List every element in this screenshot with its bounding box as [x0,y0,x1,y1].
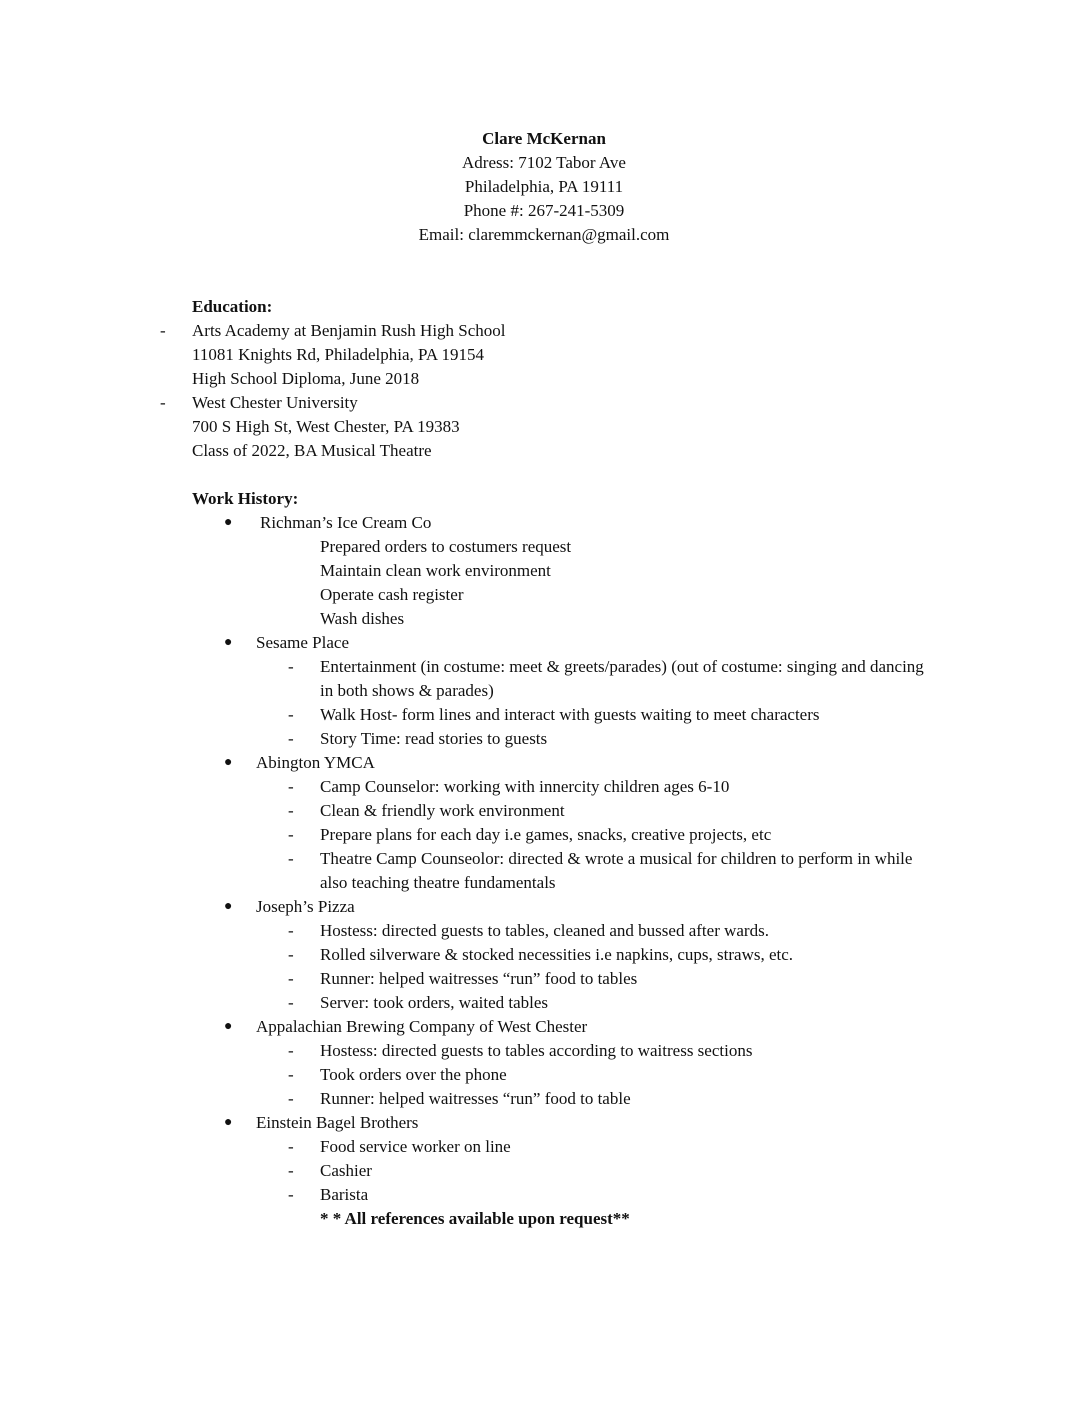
candidate-name: Clare McKernan [482,129,606,148]
dash-marker: - [288,969,294,988]
job-duty: Prepared orders to costumers request [320,537,572,556]
school-detail: Class of 2022, BA Musical Theatre [192,441,432,460]
education-heading: Education: [192,297,273,316]
job-duty: Prepare plans for each day i.e games, snacks, creative projects, etc [320,825,772,844]
job-duty: Cashier [320,1161,372,1180]
school-name: Arts Academy at Benjamin Rush High School [192,321,506,340]
address-line-1: Adress: 7102 Tabor Ave [462,153,626,172]
dash-marker: - [288,1185,294,1204]
dash-marker: - [288,1089,294,1108]
contact-header [0,127,1088,247]
email-address: Email: claremmckernan@gmail.com [418,225,670,244]
job-duty: Maintain clean work environment [320,561,551,580]
work-history-heading: Work History: [192,489,299,508]
dash-marker: - [288,825,294,844]
school-detail: High School Diploma, June 2018 [192,369,420,388]
dash-marker: - [288,849,294,868]
employer-name: Abington YMCA [256,753,375,772]
employer-name: Richman’s Ice Cream Co [260,513,432,532]
dash-marker: - [160,321,166,340]
dash-marker: - [288,945,294,964]
dash-marker: - [288,1161,294,1180]
bullet-marker: ● [224,755,233,770]
job-duty: Hostess: directed guests to tables, cleaned and bussed after wards. [320,921,769,940]
school-address: 11081 Knights Rd, Philadelphia, PA 19154 [192,345,485,364]
job-duty: Entertainment (in costume: meet & greets/parades) (out of costume: singing and dancing [320,657,924,676]
bullet-marker: ● [224,1019,233,1034]
job-duty: Camp Counselor: working with innercity children ages 6-10 [320,777,730,796]
dash-marker: - [160,393,166,412]
references-note: * * All references available upon request** [320,1209,630,1228]
dash-marker: - [288,921,294,940]
dash-marker: - [288,1041,294,1060]
dash-marker: - [288,801,294,820]
dash-marker: - [288,705,294,724]
job-duty: Theatre Camp Counseolor: directed & wrote a musical for children to perform in while [320,849,913,868]
dash-marker: - [288,1065,294,1084]
school-name: West Chester University [192,393,358,412]
dash-marker: - [288,657,294,676]
job-duty: Walk Host- form lines and interact with guests waiting to meet characters [320,705,820,724]
job-duty: Clean & friendly work environment [320,801,565,820]
dash-marker: - [288,993,294,1012]
dash-marker: - [288,1137,294,1156]
employer-name: Einstein Bagel Brothers [256,1113,419,1132]
dash-marker: - [288,729,294,748]
employer-name: Appalachian Brewing Company of West Chester [256,1017,588,1036]
bullet-marker: ● [224,1115,233,1130]
job-duty: Barista [320,1185,369,1204]
job-duty: Hostess: directed guests to tables according to waitress sections [320,1041,753,1060]
job-duty: Rolled silverware & stocked necessities i.e napkins, cups, straws, etc. [320,945,794,964]
address-line-2: Philadelphia, PA 19111 [464,177,624,196]
school-address: 700 S High St, West Chester, PA 19383 [192,417,460,436]
job-duty: Server: took orders, waited tables [320,993,549,1012]
job-duty: Took orders over the phone [320,1065,507,1084]
job-duty: Runner: helped waitresses “run” food to table [320,1089,631,1108]
job-duty: Runner: helped waitresses “run” food to tables [320,969,638,988]
job-duty: Wash dishes [320,609,405,628]
bullet-marker: ● [224,515,233,530]
job-duty: Operate cash register [320,585,464,604]
employer-name: Sesame Place [256,633,349,652]
bullet-marker: ● [224,635,233,650]
bullet-marker: ● [224,899,233,914]
job-duty: in both shows & parades) [320,681,494,700]
employer-name: Joseph’s Pizza [256,897,355,916]
job-duty: Story Time: read stories to guests [320,729,548,748]
phone-number: Phone #: 267-241-5309 [463,201,625,220]
job-duty: Food service worker on line [320,1137,511,1156]
dash-marker: - [288,777,294,796]
job-duty: also teaching theatre fundamentals [320,873,556,892]
